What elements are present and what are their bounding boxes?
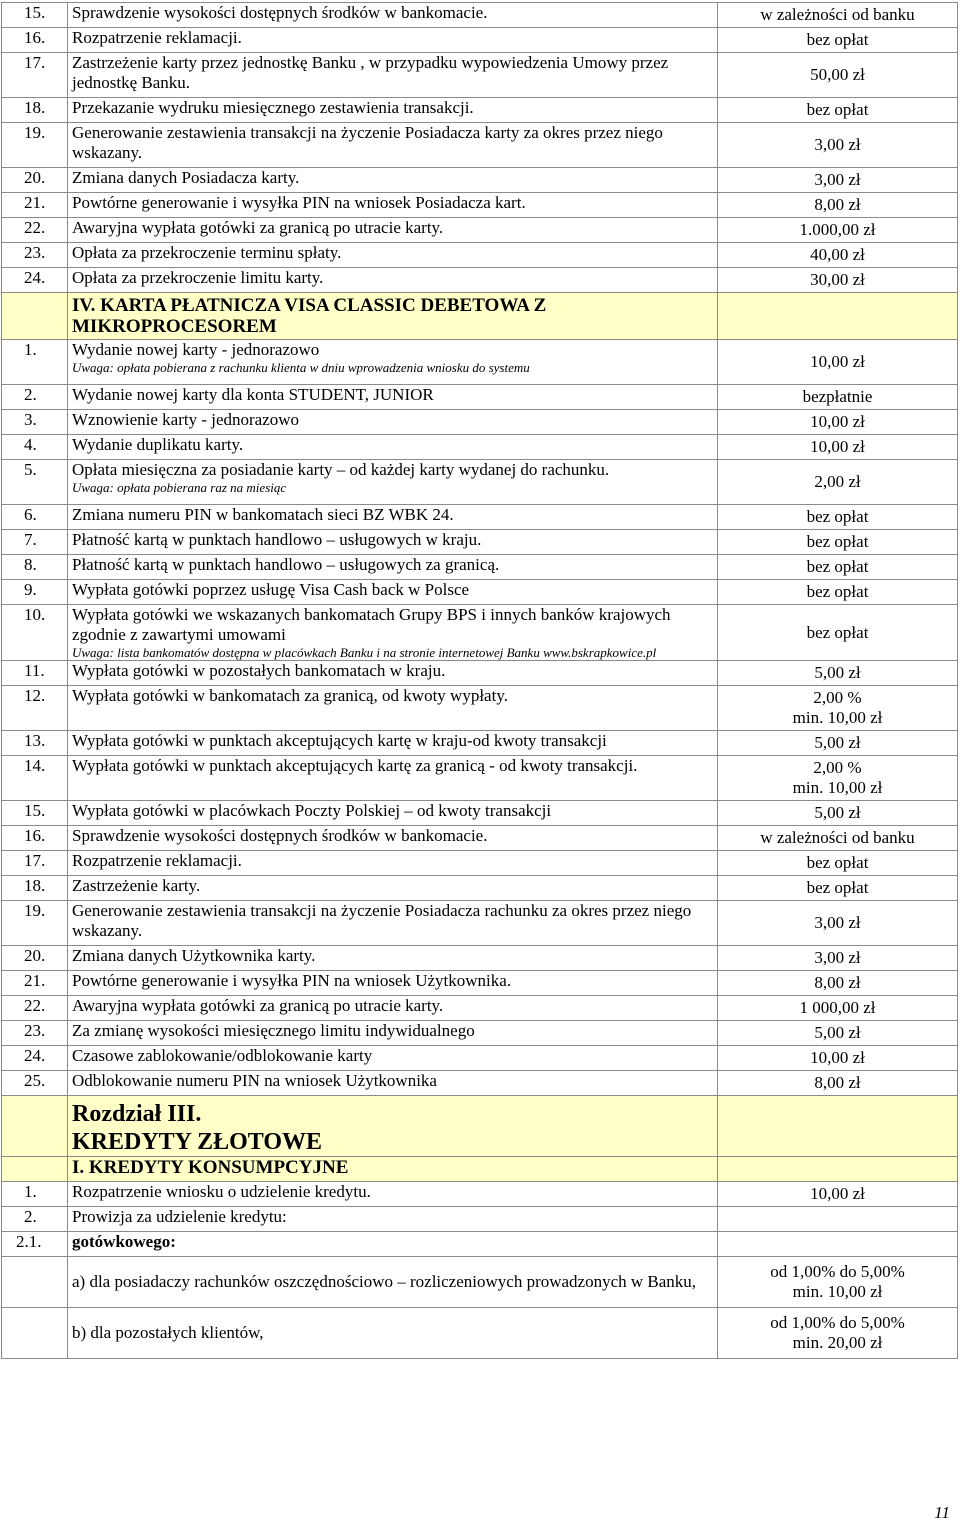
row-fee: 5,00 zł (718, 661, 958, 686)
row-description-text: Sprawdzenie wysokości dostępnych środków w bankomacie. (72, 3, 488, 22)
row-number: 19. (2, 901, 68, 946)
row-number: 12. (2, 686, 68, 731)
table-row (2, 686, 958, 731)
row-description-text: Generowanie zestawienia transakcji na życzenie Posiadacza rachunku za okres przez niego wskazany. (72, 901, 692, 940)
table-row (2, 98, 958, 123)
table-row (2, 268, 958, 293)
row-description-text: Wypłata gotówki w punktach akceptujących kartę za granicą - od kwoty transakcji. (72, 756, 638, 775)
row-description (68, 1021, 718, 1046)
row-number: 23. (2, 1021, 68, 1046)
row-number: 6. (2, 505, 68, 530)
row-fee: 5,00 zł (718, 1021, 958, 1046)
row-fee: bezpłatnie (718, 385, 958, 410)
row-description-text: Za zmianę wysokości miesięcznego limitu indywidualnego (72, 1021, 475, 1040)
row-note: Uwaga: opłata pobierana z rachunku klienta w dniu wprowadzenia wniosku do systemu (72, 360, 530, 375)
row-description-text: Wypłata gotówki poprzez usługę Visa Cash back w Polsce (72, 580, 470, 599)
table-row (2, 410, 958, 435)
row-fee: bez opłat (718, 530, 958, 555)
row-fee: 10,00 zł (718, 435, 958, 460)
row-note: Uwaga: opłata pobierana raz na miesiąc (72, 480, 287, 495)
row-number: 18. (2, 876, 68, 901)
row-number: 14. (2, 756, 68, 801)
table-row (2, 946, 958, 971)
row-number: 2.1. (2, 1232, 68, 1257)
row-fee: bez opłat (718, 851, 958, 876)
row-description (68, 268, 718, 293)
row-number: 2. (2, 1207, 68, 1232)
section-i-title: I. KREDYTY KONSUMPCYJNE (68, 1157, 718, 1182)
row-description (68, 851, 718, 876)
row-description-text: Powtórne generowanie i wysyłka PIN na wniosek Posiadacza kart. (72, 193, 526, 212)
row-fee: bez opłat (718, 605, 958, 661)
row-description (68, 580, 718, 605)
row-description-text: Zmiana danych Posiadacza karty. (72, 168, 300, 187)
row-description (68, 901, 718, 946)
chapter-header (2, 1096, 958, 1157)
row-description (68, 53, 718, 98)
row-description-text: Odblokowanie numeru PIN na wniosek Użytkownika (72, 1071, 437, 1090)
row-fee: 3,00 zł (718, 901, 958, 946)
chapter-title-line-2: KREDYTY ZŁOTOWE (72, 1129, 323, 1155)
row-number: 20. (2, 946, 68, 971)
row-description-text: Zastrzeżenie karty. (72, 876, 201, 895)
table-row (2, 1021, 958, 1046)
table-row (2, 53, 958, 98)
row-fee: bez opłat (718, 876, 958, 901)
row-fee: 10,00 zł (718, 410, 958, 435)
row-description-text: Płatność kartą w punktach handlowo – usługowych za granicą. (72, 555, 500, 574)
row-number: 2. (2, 385, 68, 410)
table-row (2, 901, 958, 946)
table-row (2, 1257, 958, 1308)
table-row (2, 876, 958, 901)
table-row (2, 605, 958, 661)
row-fee: w zależności od banku (718, 3, 958, 28)
row-description-text: Wydanie duplikatu karty. (72, 435, 244, 454)
row-description (68, 123, 718, 168)
row-number: 17. (2, 851, 68, 876)
table-row (2, 460, 958, 505)
row-fee: 2,00 % min. 10,00 zł (718, 686, 958, 731)
row-description (68, 826, 718, 851)
table-row (2, 505, 958, 530)
row-number: 22. (2, 218, 68, 243)
row-description-text: Zmiana danych Użytkownika karty. (72, 946, 316, 965)
row-number: 10. (2, 605, 68, 661)
row-description (68, 3, 718, 28)
table-row (2, 340, 958, 385)
chapter-title-line-1: Rozdział III. (72, 1101, 202, 1127)
row-number: 16. (2, 826, 68, 851)
row-description-text: Wypłata gotówki we wskazanych bankomatach Grupy BPS i innych banków krajowych zgodnie z zawartymi umowami (72, 605, 671, 644)
row-description-text: Wypłata gotówki w pozostałych bankomatach w kraju. (72, 661, 446, 680)
row-description (68, 605, 718, 661)
row-number: 21. (2, 971, 68, 996)
row-fee: 10,00 zł (718, 1046, 958, 1071)
row-description-text: Wypłata gotówki w placówkach Poczty Polskiej – od kwoty transakcji (72, 801, 552, 820)
row-fee: 10,00 zł (718, 1182, 958, 1207)
row-fee: 8,00 zł (718, 193, 958, 218)
row-fee: 30,00 zł (718, 268, 958, 293)
row-fee: 2,00 zł (718, 460, 958, 505)
row-fee: 1 000,00 zł (718, 996, 958, 1021)
table-row (2, 1071, 958, 1096)
row-description (68, 460, 718, 505)
row-description (68, 410, 718, 435)
row-fee: 40,00 zł (718, 243, 958, 268)
table-row (2, 580, 958, 605)
row-description (68, 243, 718, 268)
row-fee: 3,00 zł (718, 168, 958, 193)
row-number: 23. (2, 243, 68, 268)
row-fee: bez opłat (718, 98, 958, 123)
section-header-i (2, 1157, 958, 1182)
table-row (2, 756, 958, 801)
row-description (68, 555, 718, 580)
row-fee: 8,00 zł (718, 1071, 958, 1096)
row-number: 7. (2, 530, 68, 555)
row-number: 13. (2, 731, 68, 756)
section-header-iv (2, 293, 958, 340)
table-row (2, 168, 958, 193)
row-number: 17. (2, 53, 68, 98)
row-description: Rozpatrzenie wniosku o udzielenie kredytu. (68, 1182, 718, 1207)
row-description-text: Generowanie zestawienia transakcji na życzenie Posiadacza karty za okres przez niego wskazany. (72, 123, 663, 162)
table-row (2, 218, 958, 243)
row-number: 15. (2, 801, 68, 826)
row-number: 3. (2, 410, 68, 435)
row-description (68, 686, 718, 731)
row-fee: bez opłat (718, 580, 958, 605)
row-fee: bez opłat (718, 555, 958, 580)
row-description (68, 505, 718, 530)
row-description-text: Zmiana numeru PIN w bankomatach sieci BZ WBK 24. (72, 505, 454, 524)
row-fee: bez opłat (718, 28, 958, 53)
row-description (68, 661, 718, 686)
row-description-text: Płatność kartą w punktach handlowo – usługowych w kraju. (72, 530, 482, 549)
row-fee: 8,00 zł (718, 971, 958, 996)
row-description-text: Opłata za przekroczenie terminu spłaty. (72, 243, 342, 262)
row-number: 19. (2, 123, 68, 168)
table-row (2, 826, 958, 851)
row-fee: w zależności od banku (718, 826, 958, 851)
table-row (2, 1182, 958, 1207)
table-row (2, 661, 958, 686)
row-description: a) dla posiadaczy rachunków oszczędnościowo – rozliczeniowych prowadzonych w Banku, (68, 1257, 718, 1308)
row-description (68, 1071, 718, 1096)
table-row (2, 555, 958, 580)
row-description (68, 1046, 718, 1071)
row-description (68, 28, 718, 53)
row-fee: 3,00 zł (718, 946, 958, 971)
row-description (68, 340, 718, 385)
table-row (2, 123, 958, 168)
row-description-text: Powtórne generowanie i wysyłka PIN na wniosek Użytkownika. (72, 971, 512, 990)
row-description: Prowizja za udzielenie kredytu: (68, 1207, 718, 1232)
row-description (68, 385, 718, 410)
row-number: 15. (2, 3, 68, 28)
row-fee: 5,00 zł (718, 801, 958, 826)
row-note: Uwaga: lista bankomatów dostępna w placówkach Banku i na stronie internetowej Banku www.bskrapkowice.pl (72, 645, 657, 660)
row-number: 1. (2, 340, 68, 385)
row-description (68, 168, 718, 193)
row-fee: od 1,00% do 5,00% min. 10,00 zł (718, 1257, 958, 1308)
table-row (2, 1308, 958, 1359)
table-row (2, 243, 958, 268)
row-description (68, 98, 718, 123)
row-description (68, 218, 718, 243)
row-number: 1. (2, 1182, 68, 1207)
row-number: 11. (2, 661, 68, 686)
row-fee: 2,00 % min. 10,00 zł (718, 756, 958, 801)
row-description-text: Opłata miesięczna za posiadanie karty – od każdej karty wydanej do rachunku. (72, 460, 610, 479)
table-row (2, 3, 958, 28)
table-row (2, 385, 958, 410)
fee-table (1, 2, 958, 1359)
page-number: 11 (934, 1503, 950, 1522)
row-description-text: Opłata za przekroczenie limitu karty. (72, 268, 324, 287)
row-description (68, 756, 718, 801)
table-row (2, 996, 958, 1021)
row-fee: 3,00 zł (718, 123, 958, 168)
row-description-text: Rozpatrzenie reklamacji. (72, 851, 242, 870)
row-description (68, 530, 718, 555)
row-description-text: Przekazanie wydruku miesięcznego zestawienia transakcji. (72, 98, 474, 117)
row-number: 22. (2, 996, 68, 1021)
row-description (68, 435, 718, 460)
row-description (68, 876, 718, 901)
table-row (2, 193, 958, 218)
row-description (68, 971, 718, 996)
row-description (68, 801, 718, 826)
row-number: 9. (2, 580, 68, 605)
row-number: 5. (2, 460, 68, 505)
row-description-text: Awaryjna wypłata gotówki za granicą po utracie karty. (72, 996, 444, 1015)
row-number: 8. (2, 555, 68, 580)
table-row (2, 851, 958, 876)
row-description (68, 731, 718, 756)
row-description-text: Wznowienie karty - jednorazowo (72, 410, 300, 429)
table-row (2, 731, 958, 756)
row-number: 25. (2, 1071, 68, 1096)
row-number: 24. (2, 268, 68, 293)
row-number: 18. (2, 98, 68, 123)
row-description: gotówkowego: (68, 1232, 718, 1257)
table-row (2, 801, 958, 826)
row-number: 21. (2, 193, 68, 218)
row-description (68, 996, 718, 1021)
row-description (68, 193, 718, 218)
table-row (2, 1207, 958, 1232)
row-number: 24. (2, 1046, 68, 1071)
table-row (2, 435, 958, 460)
row-description-text: Zastrzeżenie karty przez jednostkę Banku , w przypadku wypowiedzenia Umowy przez jednostkę Banku. (72, 53, 669, 92)
row-fee: 5,00 zł (718, 731, 958, 756)
row-description (68, 946, 718, 971)
row-description-text: Wypłata gotówki w punktach akceptujących kartę w kraju-od kwoty transakcji (72, 731, 607, 750)
section-iv-title: IV. KARTA PŁATNICZA VISA CLASSIC DEBETOWA Z MIKROPROCESOREM (68, 293, 718, 340)
row-number: 16. (2, 28, 68, 53)
row-description-text: Wypłata gotówki w bankomatach za granicą, od kwoty wypłaty. (72, 686, 508, 705)
row-description: b) dla pozostałych klientów, (68, 1308, 718, 1359)
row-number: 20. (2, 168, 68, 193)
row-description-text: Wydanie nowej karty - jednorazowo (72, 340, 320, 359)
row-fee: 50,00 zł (718, 53, 958, 98)
row-description-text: Awaryjna wypłata gotówki za granicą po utracie karty. (72, 218, 444, 237)
table-row (2, 530, 958, 555)
row-description-text: Sprawdzenie wysokości dostępnych środków w bankomacie. (72, 826, 488, 845)
table-row (2, 28, 958, 53)
row-number: 4. (2, 435, 68, 460)
table-row (2, 1232, 958, 1257)
row-fee: od 1,00% do 5,00% min. 20,00 zł (718, 1308, 958, 1359)
row-description-text: Czasowe zablokowanie/odblokowanie karty (72, 1046, 373, 1065)
row-description-text: Wydanie nowej karty dla konta STUDENT, JUNIOR (72, 385, 434, 404)
table-row (2, 1046, 958, 1071)
row-fee: 1.000,00 zł (718, 218, 958, 243)
row-fee: 10,00 zł (718, 340, 958, 385)
row-description-text: Rozpatrzenie reklamacji. (72, 28, 242, 47)
row-fee: bez opłat (718, 505, 958, 530)
table-row (2, 971, 958, 996)
